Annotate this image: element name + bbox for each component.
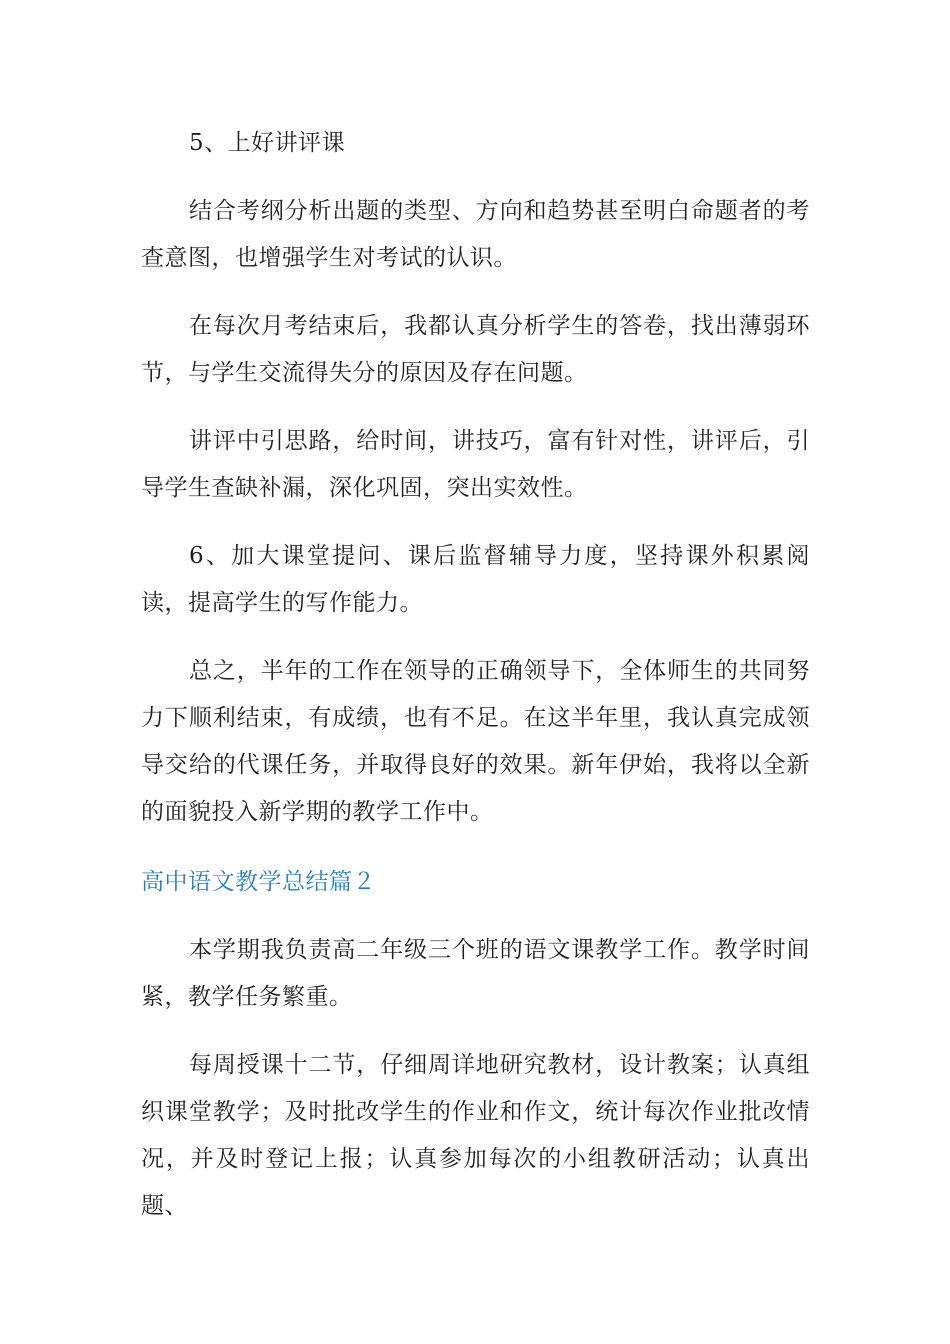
paragraph-item-6: 6、加大课堂提问、课后监督辅导力度，坚持课外积累阅读，提高学生的写作能力。 xyxy=(141,543,810,616)
paragraph-semester-intro: 本学期我负责高二年级三个班的语文课教学工作。教学时间紧，教学任务繁重。 xyxy=(141,937,810,1010)
paragraph-review-method: 讲评中引思路，给时间，讲技巧，富有针对性，讲评后，引导学生查缺补漏，深化巩固，突出实效性。 xyxy=(141,428,810,501)
section-heading: 高中语文教学总结篇２ xyxy=(141,869,376,895)
paragraph-weekly-teaching: 每周授课十二节，仔细周详地研究教材，设计教案；认真组织课堂教学；及时批改学生的作业和作文，统计每次作业批改情况，并及时登记上报；认真参加每次的小组教研活动；认真出题、 xyxy=(141,1052,810,1219)
paragraph-item-5-title: 5、上好讲评课 xyxy=(189,130,346,156)
paragraph-exam-analysis: 结合考纲分析出题的类型、方向和趋势甚至明白命题者的考查意图，也增强学生对考试的认识。 xyxy=(141,198,810,271)
paragraph-conclusion: 总之，半年的工作在领导的正确领导下，全体师生的共同努力下顺利结束，有成绩，也有不足。在这半年里，我认真完成领导交给的代课任务，并取得良好的效果。新年伊始，我将以全新的面貌投入新学期的教学工作中。 xyxy=(141,658,810,825)
paragraph-monthly-exam: 在每次月考结束后，我都认真分析学生的答卷，找出薄弱环节，与学生交流得失分的原因及存在问题。 xyxy=(141,313,810,386)
